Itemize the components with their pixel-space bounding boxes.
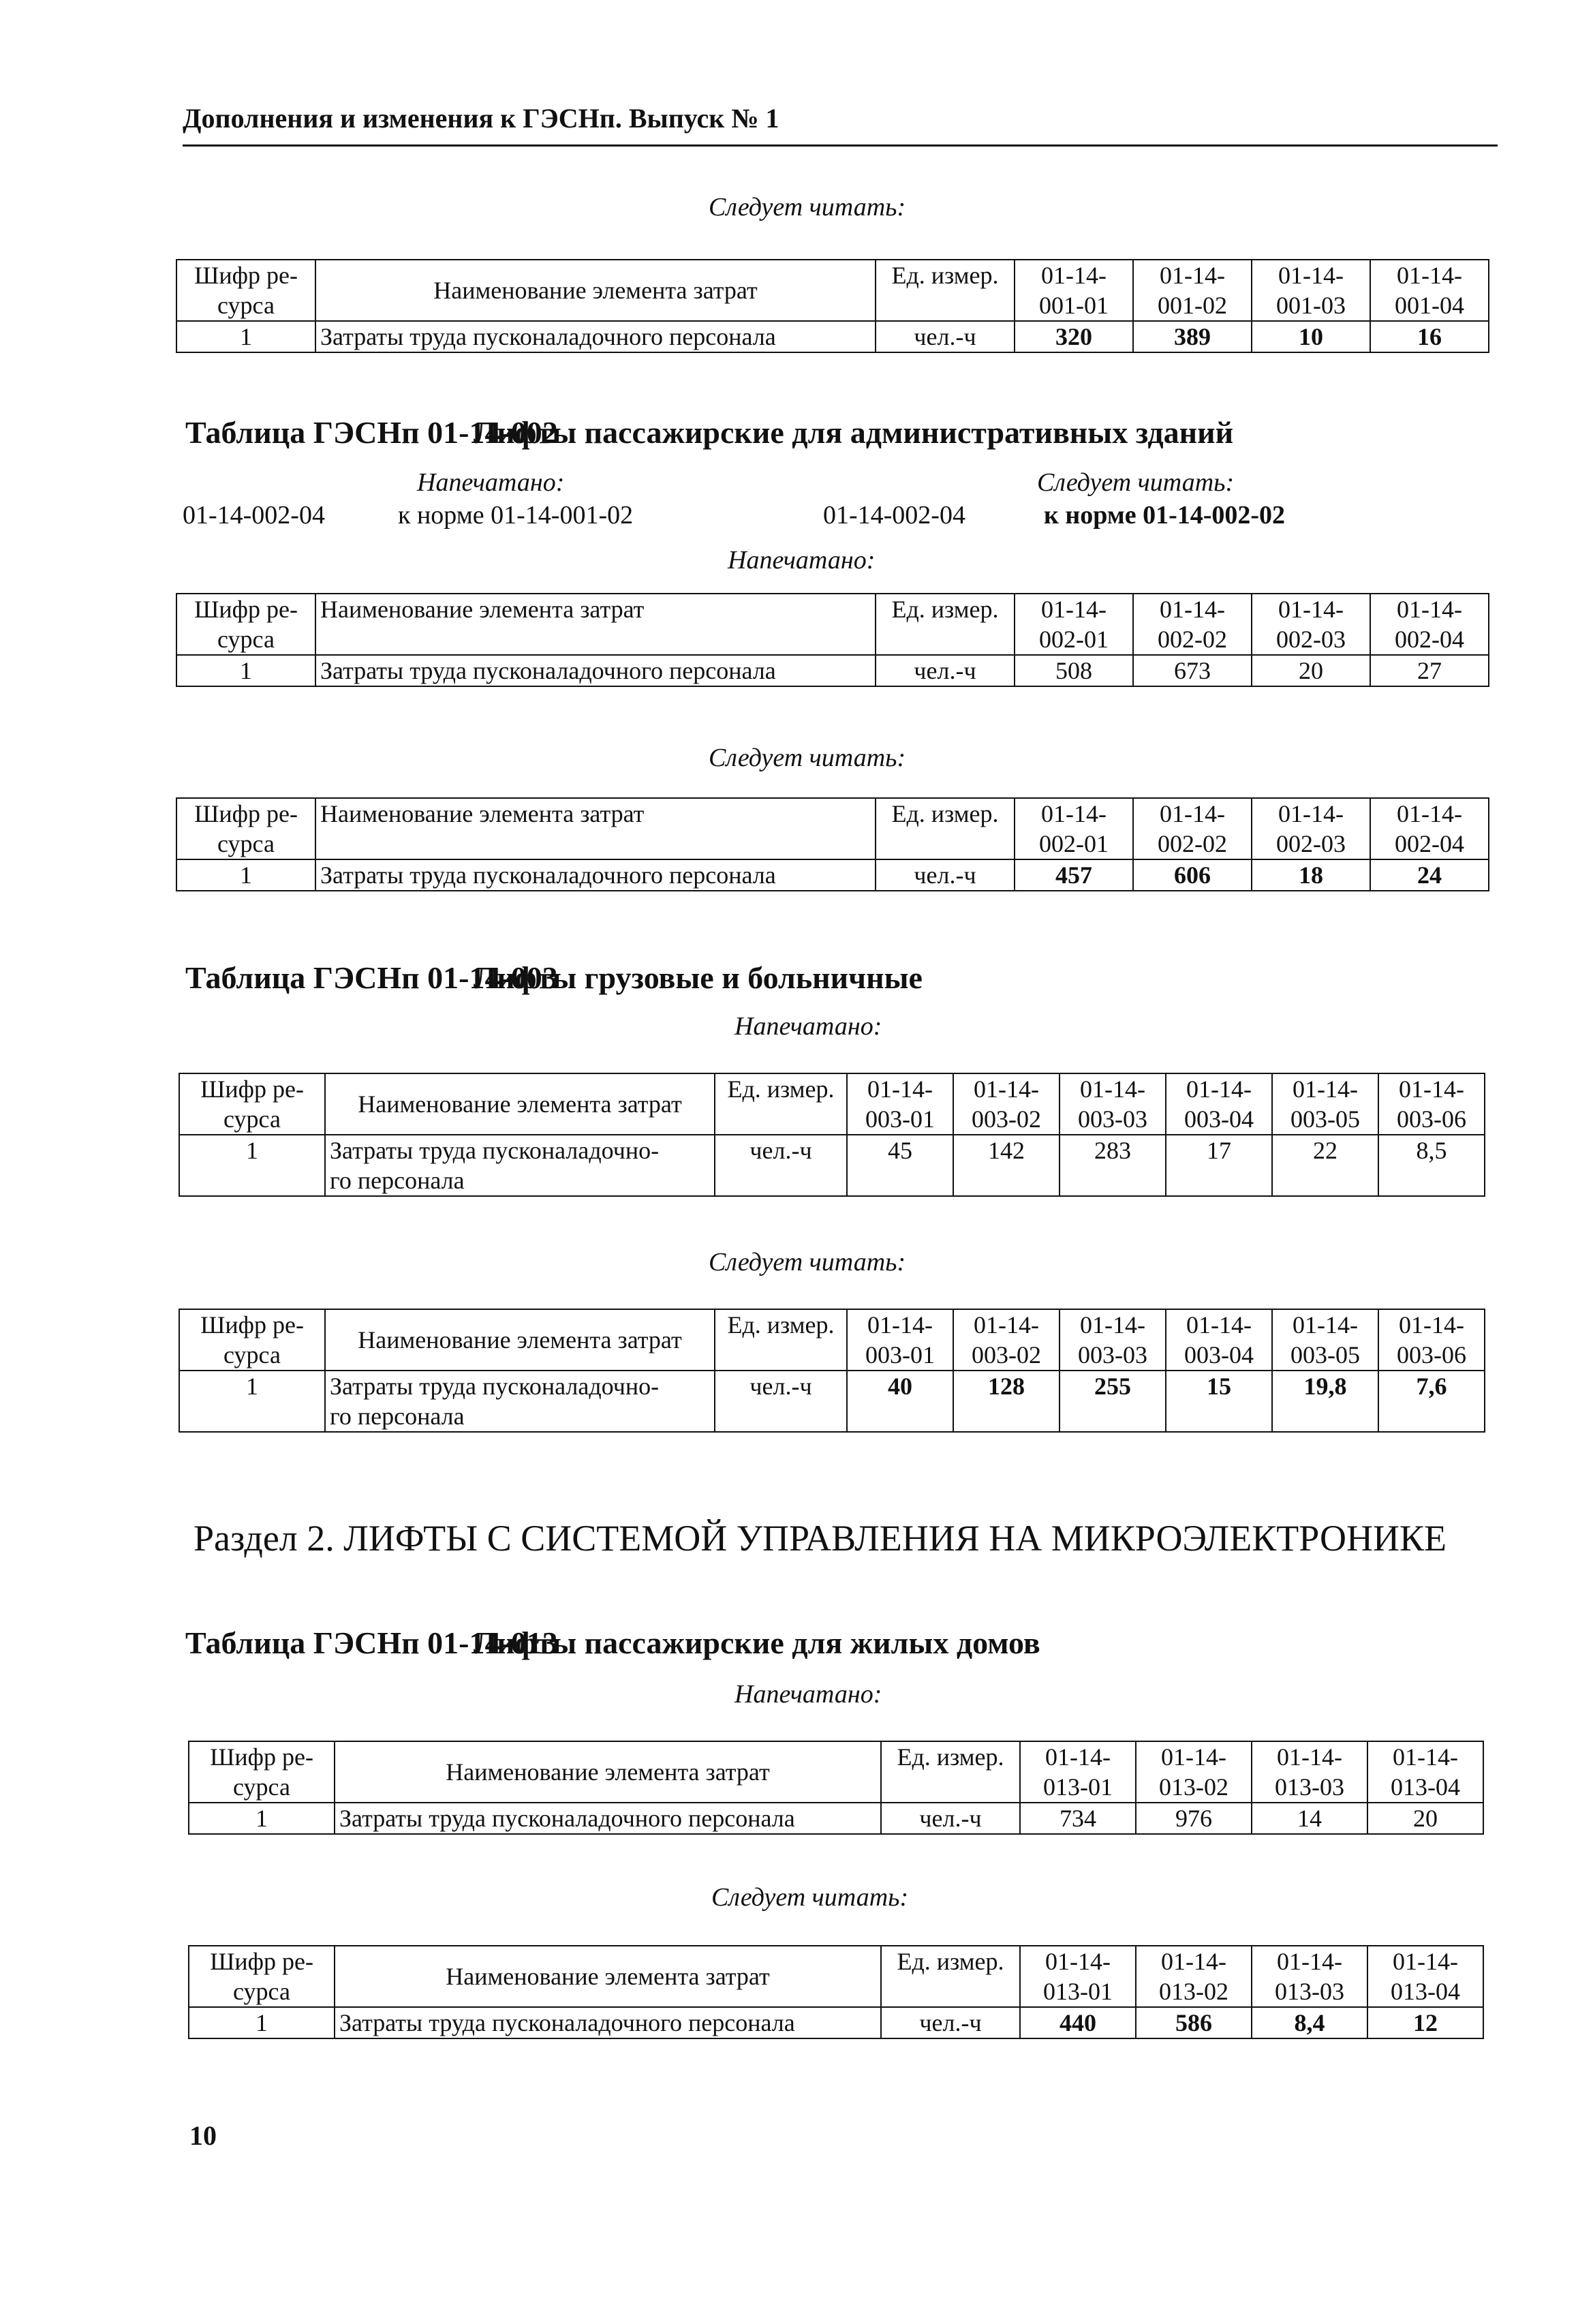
- table-row: 1 Затраты труда пусконаладочного персонала чел.-ч 734 976 14 20: [189, 1803, 1483, 1834]
- header-rule: [183, 144, 1498, 147]
- table-002-read: Шифр ре- сурса Наименование элемента затрат Ед. измер. 01-14- 002-01 01-14- 002-02 01-14- 002-03 01-14- 002-04 1 Затраты труда пусконаладочного персонала чел.-ч 457 606 18 24: [176, 797, 1489, 891]
- page-number: 10: [189, 2120, 217, 2151]
- table-013-title: Таблица ГЭСНп 01-14-013 Лифты пассажирские для жилых домов: [185, 1625, 1040, 1660]
- printed-caption: Напечатано:: [734, 1680, 882, 1709]
- table-003-title: Таблица ГЭСНп 01-14-003 Лифты грузовые и больничные: [185, 960, 923, 995]
- read-as-caption: Следует читать:: [1037, 468, 1235, 497]
- table-002-title: Таблица ГЭСНп 01-14-002 Лифты пассажирские для административных зданий: [185, 415, 1234, 450]
- printed-caption: Напечатано:: [417, 468, 565, 497]
- read-as-caption: Следует читать:: [709, 744, 906, 772]
- table-003-printed: Шифр ре- сурса Наименование элемента затрат Ед. измер. 01-14- 003-01 01-14- 003-02 01-14- 003-03 01-14- 003-04 01-14- 003-05 01-14- 003-06 1 Затраты труда пусконаладочно- го персонала чел.-ч 45 142 283 17 22 8,5: [179, 1073, 1485, 1197]
- table-row: 1 Затраты труда пусконаладочно- го персонала чел.-ч 40 128 255 15 19,8 7,6: [179, 1371, 1485, 1432]
- errata-printed-code: 01-14-002-04: [183, 501, 325, 530]
- section-heading: Раздел 2. ЛИФТЫ С СИСТЕМОЙ УПРАВЛЕНИЯ НА МИКРОЭЛЕКТРОНИКЕ: [194, 1518, 1447, 1559]
- errata-read-code: 01-14-002-04: [823, 501, 965, 530]
- read-as-caption: Следует читать:: [709, 1248, 906, 1276]
- printed-caption: Напечатано:: [728, 546, 876, 575]
- printed-caption: Напечатано:: [734, 1012, 882, 1041]
- table-013-read: Шифр ре- сурса Наименование элемента затрат Ед. измер. 01-14- 013-01 01-14- 013-02 01-14- 013-03 01-14- 013-04 1 Затраты труда пусконаладочного персонала чел.-ч 440 586 8,4 12: [188, 1945, 1484, 2039]
- table-row: 1 Затраты труда пусконаладочно- го персонала чел.-ч 45 142 283 17 22 8,5: [179, 1135, 1485, 1196]
- table-row: 1 Затраты труда пусконаладочного персонала чел.-ч 320 389 10 16: [176, 321, 1489, 352]
- read-as-caption: Следует читать:: [709, 193, 906, 221]
- errata-read-text: к норме 01-14-002-02: [1044, 501, 1286, 530]
- table-013-printed: Шифр ре- сурса Наименование элемента затрат Ед. измер. 01-14- 013-01 01-14- 013-02 01-14- 013-03 01-14- 013-04 1 Затраты труда пусконаладочного персонала чел.-ч 734 976 14 20: [188, 1741, 1484, 1835]
- table-002-printed: Шифр ре- сурса Наименование элемента затрат Ед. измер. 01-14- 002-01 01-14- 002-02 01-14- 002-03 01-14- 002-04 1 Затраты труда пусконаладочного персонала чел.-ч 508 673 20 27: [176, 593, 1489, 687]
- errata-printed-text: к норме 01-14-001-02: [398, 501, 634, 530]
- table-row: 1 Затраты труда пусконаладочного персонала чел.-ч 457 606 18 24: [176, 859, 1489, 891]
- read-as-caption: Следует читать:: [711, 1883, 909, 1912]
- table-row: 1 Затраты труда пусконаладочного персонала чел.-ч 440 586 8,4 12: [189, 2007, 1483, 2038]
- table-001-read: Шифр ре- сурса Наименование элемента затрат Ед. измер. 01-14- 001-01 01-14- 001-02 01-14- 001-03 01-14- 001-04 1 Затраты труда пусконаладочного персонала чел.-ч 320 389 10 16: [176, 259, 1489, 353]
- running-header: Дополнения и изменения к ГЭСНп. Выпуск № 1: [183, 103, 779, 134]
- table-003-read: Шифр ре- сурса Наименование элемента затрат Ед. измер. 01-14- 003-01 01-14- 003-02 01-14- 003-03 01-14- 003-04 01-14- 003-05 01-14- 003-06 1 Затраты труда пусконаладочно- го персонала чел.-ч 40 128 255 15 19,8 7,6: [179, 1309, 1485, 1433]
- table-row: 1 Затраты труда пусконаладочного персонала чел.-ч 508 673 20 27: [176, 655, 1489, 686]
